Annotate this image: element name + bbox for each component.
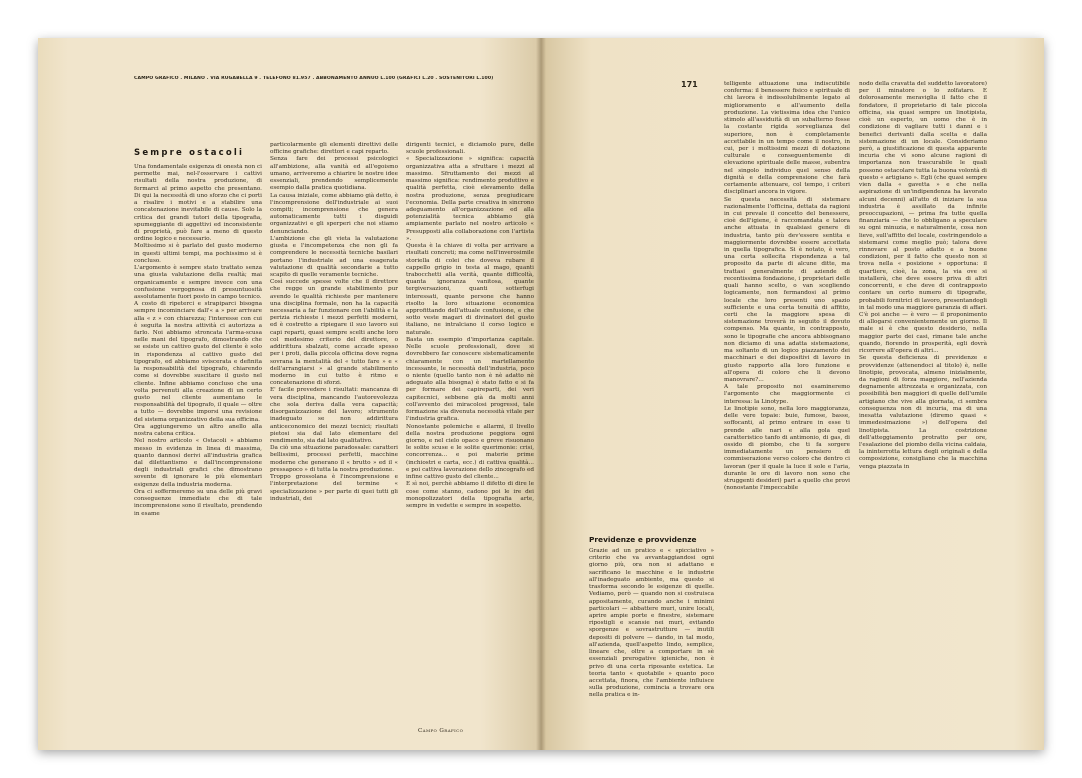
text-column-1: Una fondamentale esigenza di onestà non ci permette mai, nel-l'osservare i cattivi risultati della nostra produzione, di fermarci al primo aspetto che presentano. Di qui la necessità di uno sforzo che ci porti a risalire i motivi e a stabilire una concatenazione inevitabile di cause. Solo la critica dei grandi tutori della tipografia, spumeggiante di aggettivi ed inconsistente di proprietà, può fare a meno di questo ordine logico e necessario. Moltissimo si è parlato del gusto moderno in questi ultimi tempi, ma pochissimo si è concluso. L'argomento è sempre stato trattato senza una giusta valutazione della realtà; mai organicamente e sempre invece con una confusione vergognosa di presuntuosità assolutamente fuori posto in campo tecnico. A costo di ripeterci e strapiparci bisogna sempre incominciare dall'« a » per arrivare alla « z » con chiarezza; l'interesse con cui è seguita la nostra attività ci autorizza a farlo. Noi abbiamo stroncata l'arma-scusa nelle mani del tipografo, dimostrando che se esiste un cattivo gusto del cliente è solo in rispondenza al cattivo gusto del tipografo, ed abbiamo sviscerata e definita la responsabilità del tipografo, chiarendo come si dovrebbe suscitare il gusto nel cliente. Infine abbiamo concluso che una volta pervenuti alla creazione di un certo gusto nel cliente aumentano le responsabilità del tipografo, il quale — oltre a tutto — dovrebbe imporsi una revisione del sistema organizzativo della sua officina. Ora aggiungeremo un altro anello alla nostra catena critica. Nel nostro articolo « Ostacoli » abbiamo messo in evidenza in linea di massima, quanto dannosi derivi all'industria grafica dal dilettantismo e dall'incomprensione degli industriali grafici che dimostrano sovente di ignorare le più elementari esigenze della industria moderna. Ora ci soffermeremo su una delle più gravi conseguenze immediate che di tale incomprensione sono il risultato, prendendo in esame: [134, 164, 262, 517]
right-page: [541, 38, 1044, 750]
spine-gutter: [536, 38, 546, 750]
page-number: 171: [681, 80, 698, 89]
left-page: [38, 38, 541, 750]
text-column-2: particolarmente gli elementi direttivi delle officine grafiche: direttori e capi reparto. Senza fare dei processi psicologici all'ambizione, alla vanità ed all'egoismo umano, arriveremo a chiarire le nostre idee essenziali, prendendo semplicemente esempio dalla pratica quotidiana. La causa iniziale, come abbiamo già detto, è l'incomprensione dell'industriale ai suoi compiti; incomprensione che genera automaticamente tutti i disguidi organizzativi e gli sperperi che noi stiamo denunciando. L'ambizione che gli vieta la valutazione giusta e l'incompetenza che non gli fa comprendere le necessità tecniche basilari portano l'industriale ad una esagerata valutazione di qualità secondarie a tutto scapito di quelle veramente tecniche. Così succede spesse volte che il direttore che regge un grande stabilimento pur avendo le qualità richieste per mantenere una disciplina formale, non ha la capacità necessaria a far funzionare con l'abilità e la perizia richieste i mezzi perfetti moderni, ed è costretto a ripiegare il suo lavoro sui capi reparti, quasi sempre scelti anche loro col medesimo criterio del direttore, o addirittura sbalzati, come accade spesso per i proti, dalla piccola officina dove regna sovrana la mentalità del « tutto fare » e « dell'arrangiarsi » al grande stabilimento moderno in cui tutto è ritmo e concatenazione di sforzi. E' facile prevedere i risultati: mancanza di vera disciplina, mancando l'autorevolezza che sola deriva dalla vera capacità; disorganizzazione del lavoro; strumento inadeguato se non addirittura anticeconomico dei mezzi tecnici; risultati pietosi sia dal lato elementare del rendimento, sia dal lato qualitativo. Da ciò una situazione paradossale: caratteri bellissimi, processi perfetti, macchine moderne che generano il « brutto » ed il « pressapoco » di tutta la nostra produzione. Troppo grossolana è l'incomprensione e l'interpretazione del termine « specializzazione » per parte di quei tutti gli industriali, dei: [270, 142, 398, 502]
article2-column-1: Grazie ad un pratico e « spicciativo » criterio che va avvantaggiandosi ogni giorno più, ora non si adattano e sacrificano le macchine e le industrie all'inadeguato ambiente, ma questo si trasforma secondo le esigenze di quelle. Vediamo, però — quando non si costruisca appositamente, curando anche i minimi particolari — abbattere muri, unire locali, aprire ampie porte e finestre, sistemare ripostigli e scansie nei muri, evitando sporgenze e sovrastrutture — inutili depositi di polvere — dando, in tal modo, all'azienda, quell'aspetto lindo, semplice, lineare che, oltre a comportare in sè essenziali prerogative igieniche, non è privo di una certa riposante estetica. Le teoria tanto « quotabile » quanto poco accettata, finora, che l'ambiente influisce sulla produzione, comincia a trovare ora nella pratica e in-: [589, 548, 714, 699]
article-title: Sempre ostacoli: [134, 148, 245, 158]
text-column-5: nodo della cravatta del suddetto lavoratore) per il minatore o lo zolfataro. E dolorosamente meraviglia il fatto che il fondatore, il proprietario di tale piccola officina, sia quasi sempre un linotipista, cioè un esperto, un uomo che è in condizione di vagliare tutti i danni e i benefici derivanti dalla scelta e dalla sistemazione di un locale. Consideriamo però, a giustificazione di questa apparente incuria che vi sono alcune ragioni di importanza non trascurabile le quali possono ostacolare tutta la buona volontà di questo « artigiano ». Egli (che quasi sempre vien dalla « gavetta » e che nella aspirazione di un'indipendenza ha lavorato alcuni decenni) all'atto di iniziare la sua industria è assillato da infinite preoccupazioni, — prima fra tutte quella finanziaria — che lo obbligano a speculare su ogni minuzia, e naturalmente, cosa non lieve, sull'affitto del locale, costringendolo a sistemarsi come meglio può; talora deve rinnovare al posto adatto e a buone condizioni, per il fatto che questo non si trova nella « posizione » opportuna: il quartiere, cioè, la zona, la via ove si installerà, che deve essere priva di altri concorrenti, e che deve di contrapposto contare un certo numero di tipografie, probabili fornitrici di lavoro, presentandogli in tal modo una maggiore garanzia di affari. C'è poi anche — è vero — il proponimento di allogarsi convenientemente un giorno. Il male si è che questo desiderio, nella maggior parte dei casi, rimane tale anche quando, fiorendo in prosperità, egli dovrà ricorrere all'opera di altri... Se questa deficienza di previdenze e provvidenze (attenendoci al titolo) è, nelle linotipie, provocata, almeno inizialmente, da ragioni di forza maggiore, nell'azienda degnamente attrezzata e organizzata, con possibilità ben maggiori di quelle dell'umile artigiano che vive alla giornata, ci sembra conseguenza non di incuria, ma di una inesatta valutazione (diremo quasi « immedesimazione ») dell'opera del linotipista. La costrizione dell'atteggiamento protratto per ore, l'esalazione del piombo della vicina caldaia, la ininterrotta lettura degli originali e della composizione, consigliano che la macchina venga piazzata in: [859, 81, 987, 470]
text-column-4: telligente attuazione una indiscutibile conferma: il benessere fisico e spirituale di chi lavora è indissolubilmente legato al miglioramento e all'aumento della produzione. La vietissima idea che l'unico stimolo all'assiduità di un subalterno fosse la costante rigida sorveglianza del superiore, non è completamente accettabile in un tempo come il nostro, in cui, per i moltissimi mezzi di dotazione culturale e conseguentemente di elevazione spirituale delle masse, subentra nel singolo individuo quel senso della dignità e della comprensione che farà certamente attenuare, col tempo, i criteri disciplinari ancora in vigore. Se questa necessità di sistemare razionalmente l'officina, dettata da ragioni in cui prevale il concetto del benessere, cioè dell'igiene, è raccomandata e talora anche attuata in qualsiasi genere di industria, tanto più dev'essere sentita e maggiormente dovrebbe essere accettata in quella tipografica. Si è notato, è vero, una certa sollecita rispondenza a tal proposito da parte di alcune ditte, ma trattasi generalmente di aziende di recentissima fondazione, i proprietari delle quali hanno scelto, o van scegliendo logicamente, non fermandosi al primo locale che loro presenti uno spazio sufficiente e una certa tenuità di affitto, certi che la maggiore spesa di sistemazione troverà in seguito il dovuto compenso. Ma quante, in contrapposto, sono le tipografie che ancora abbisognano non diciamo di una adatta sistemazione, ma soltanto di un logico piazzamento dei macchinari e dei dispositivi di lavoro in giusto rapporto alla loro funzione e all'opera di coloro che li devono manovrare?... A tale proposito noi esamineremo l'argomento che maggiormente ci interessa: la Linotype. Le linotipie sono, nella loro maggioranza, delle vere topaie: buie, fumose, basse, soffocanti, al primo entrare in esse ti prende alle nari e alla gola quel caratteristico tanfo di antimonio, di gas, di ossido di piombo, che ti fa sorgere immediatamente un pensiero di commiserazione verso coloro che dentro ci lavoran (per il quale la luce il sole e l'aria, durante le ore di lavoro non sono che struggenti desideri) pari a quello che provi (nonostante l'impeccabile: [724, 81, 850, 492]
text-column-3: dirigenti tecnici, e diciamolo pure, delle scuole professionali. « Specializzazione » significa: capacità organizzativa atta a sfruttare i mezzi al massimo. Sfruttamento dei mezzi al massimo significa: rendimento produttivo e qualità perfetta, cioè elevamento della nostra produzione, senza pregiudicare l'economia. Della parte creativa in sincrono adeguamento all'organizzazione ed alla potenzialità tecnica abbiamo già ampiamente parlato nel nostro articolo « Presupposti alla collaborazione con l'artista ». Questa è la chiave di volta per arrivare a risultati concreti; ma come nell'inverosimile storiella di colei che doveva rubare il cappello grigio in testa al mago, quanti trabocchetti alla verità, quante difficoltà, quanta ignoranza vanitosa, quante tergiversazioni, quanti sotterfugi interessati, quante persone che hanno risolto la loro situazione economica approfittando dell'attuale confusione, e che sotto veste magari di divinatori del gusto italiano, ne intralciano il corso logico e naturale. Basta un esempio d'importanza capitale. Nelle scuole professionali, dove si dovrebbero far conoscere sistematicamente chiaramente con un martellamento incessante, le necessità dell'industria, poco o niente (quello tanto non è nè adatto nè adeguato alla bisogna) è stato fatto e si fa per formare dei capireparti, dei veri capitecnici, sebbene già da molti anni coll'avvento dei miracolosi progressi, tale formazione sia divenuta necessità vitale per l'industria grafica. Nonostante polemiche e allarmi, il livello della nostra produzione peggiora ogni giorno, e nel cielo opaco e greve risuonano le solite scuse e le solite querimonie: crisi, concorrenza... e poi materie prime (inchiostri e carta, ecc.) di cattiva qualità... e poi cattiva lavorazione dello zincografo ed infine cattivo gusto del cliente... E sì noi, perchè abbiamo il difetto di dire le cose come stanno, cadono poi le ire dei monopolizzatori della tipografia arte, sempre in vedette e sempre in sospetto.: [406, 142, 534, 509]
page-header: CAMPO GRAFICO . MILANO . VIA RUGABELLA 9 . TELEFONO 81.957 . ABBONAMENTO ANNUO L.100 (GRAFICI L.20 . SOSTENITORI L.100): [134, 76, 494, 81]
signature: Campo Grafico: [418, 728, 464, 734]
article-title-2: Previdenze e provvidenze: [589, 535, 697, 544]
magazine-spread: [38, 38, 1044, 750]
